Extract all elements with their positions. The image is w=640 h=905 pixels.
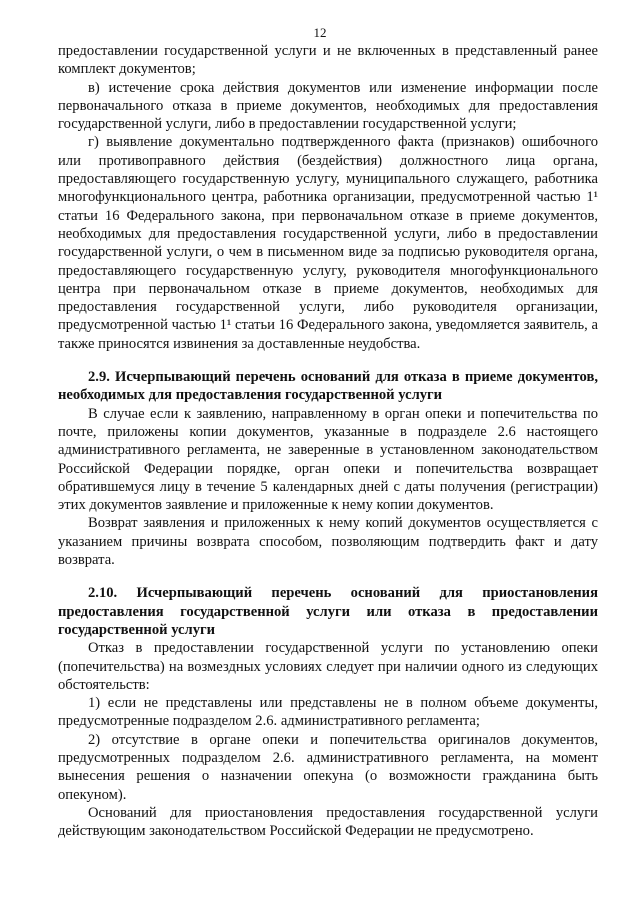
section-gap (58, 569, 598, 584)
paragraph: Возврат заявления и приложенных к нему копий документов осуществляется с указанием причины возврата способом, позволяющим подтвердить факт и дату возврата. (58, 515, 598, 569)
paragraph: в) истечение срока действия документов или изменение информации после первоначального отказа в приеме документов, необходимых для предоставления государственной услуги, либо в предоставлении государственной услуги; (58, 79, 598, 133)
paragraph: г) выявление документально подтвержденного факта (признаков) ошибочного или противоправного действия (бездействия) должностного лица органа, предоставляющего государственную услугу, муниципального служащего, работника многофункционального центра, работника организации, предусмотренной частью 1¹ статьи 16 Федерального закона, при первоначальном отказе в приеме документов, необходимых для предоставления государственной услуги, либо в предоставлении государственной услуги, о чем в письменном виде за подписью руководителя органа, предоставляющего государственную услугу, руководителя многофункционального центра при первоначальном отказе в приеме документов, необходимых для предоставления государственной услуги, либо руководителя организации, предусмотренной частью 1¹ статьи 16 Федерального закона, уведомляется заявитель, а также приносятся извинения за доставленные неудобства. (58, 134, 598, 352)
section-heading-2-9: 2.9. Исчерпывающий перечень оснований для отказа в приеме документов, необходимых для предоставления государственной услуги (58, 369, 598, 404)
document-body (58, 42, 598, 840)
list-item: 1) если не представлены или представлены не в полном объеме документы, предусмотренные подразделом 2.6. административного регламента; (58, 695, 598, 730)
paragraph: Отказ в предоставлении государственной услуги по установлению опеки (попечительства) на возмездных условиях следует при наличии одного из следующих обстоятельств: (58, 640, 598, 693)
page-number: 12 (313, 25, 327, 40)
paragraph: В случае если к заявлению, направленному в орган опеки и попечительства по почте, приложены копии документов, указанные в подразделе 2.6 настоящего административного регламента, не заверенные в установленном законодательством Российской Федерации порядке, орган опеки и попечительства возвращает обратившемуся лицу в течение 5 календарных дней с даты получения (регистрации) этих документов заявление и приложенные к нему копии документов. (58, 405, 598, 514)
paragraph: предоставлении государственной услуги и не включенных в представленный ранее комплект документов; (58, 43, 598, 78)
paragraph: Оснований для приостановления предоставления государственной услуги действующим законодательством Российской Федерации не предусмотрено. (58, 804, 598, 840)
list-item: 2) отсутствие в органе опеки и попечительства оригиналов документов, предусмотренных подразделом 2.6. административного регламента, на момент вынесения решения о назначении опекуна (о возможности гражданина быть опекуном). (58, 731, 598, 803)
section-gap (58, 353, 598, 368)
section-heading-2-10: 2.10. Исчерпывающий перечень оснований для приостановления предоставления государственной услуги или отказа в предоставлении государственной услуги (58, 585, 598, 638)
